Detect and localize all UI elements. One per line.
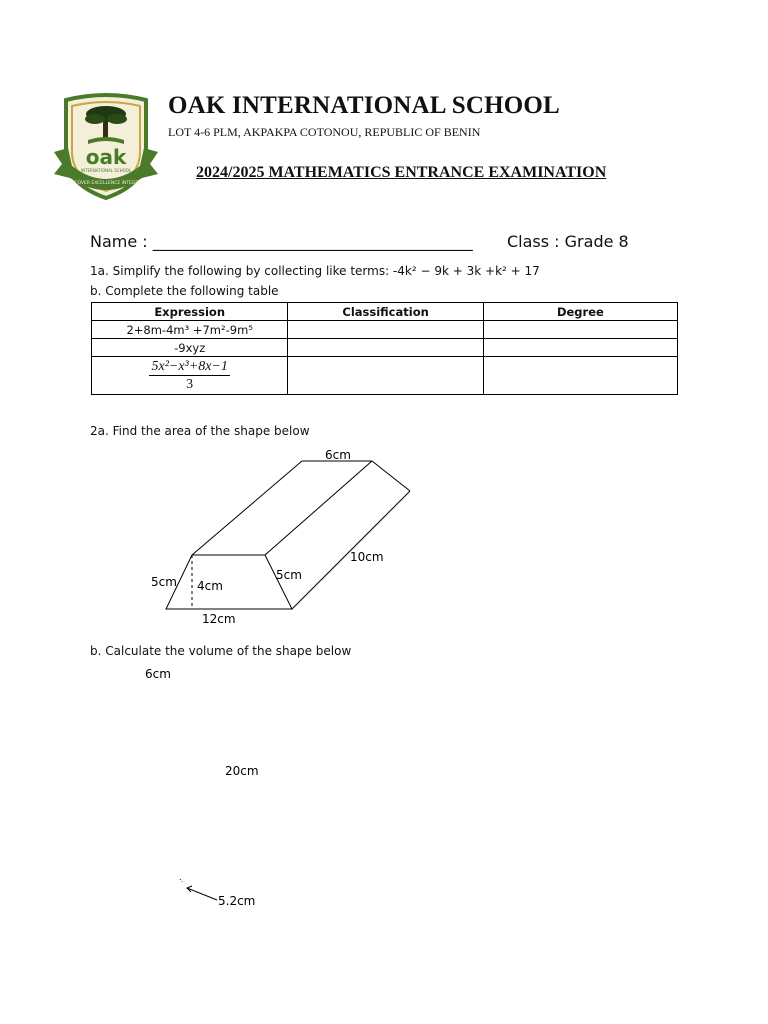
- volume-figure: [140, 664, 280, 914]
- header-expression: Expression: [92, 303, 288, 321]
- fraction-numerator: 5x²−x³+8x−1: [151, 359, 228, 374]
- class-label: Class : Grade 8: [507, 232, 629, 251]
- fraction-denominator: 3: [186, 377, 194, 392]
- question-2a: 2a. Find the area of the shape below: [90, 424, 310, 438]
- cell-classification[interactable]: [288, 321, 483, 339]
- table-header-row: [92, 303, 678, 321]
- svg-text:INTERNATIONAL SCHOOL: INTERNATIONAL SCHOOL: [80, 168, 132, 173]
- table-row: [92, 339, 678, 357]
- prism-edge: [372, 461, 410, 491]
- table-row: [92, 357, 678, 395]
- fraction: [149, 358, 229, 393]
- question-1b: b. Complete the following table: [90, 284, 279, 298]
- school-address: LOT 4-6 PLM, AKPAKPA COTONOU, REPUBLIC OF BENIN: [168, 125, 481, 139]
- label-top: 6cm: [145, 667, 171, 681]
- label-length: 20cm: [225, 764, 259, 778]
- label-height: 4cm: [197, 579, 223, 593]
- label-base: 12cm: [202, 612, 236, 626]
- exam-title: 2024/2025 MATHEMATICS ENTRANCE EXAMINATION: [196, 164, 607, 181]
- prism-front-face: [166, 555, 292, 609]
- expression-table: [91, 302, 678, 395]
- label-length: 10cm: [350, 550, 384, 564]
- label-side: 5.2cm: [218, 894, 256, 908]
- svg-text:oak: oak: [85, 145, 127, 169]
- cell-classification[interactable]: [288, 357, 483, 395]
- school-name: OAK INTERNATIONAL SCHOOL: [168, 92, 560, 119]
- cell-degree[interactable]: [483, 321, 677, 339]
- cell-degree[interactable]: [483, 357, 677, 395]
- name-field[interactable]: Name : ________________________________________: [90, 232, 473, 251]
- question-2b: b. Calculate the volume of the shape below: [90, 644, 352, 658]
- label-slant-right: 5cm: [276, 568, 302, 582]
- prism-edge: [192, 461, 302, 555]
- cell-classification[interactable]: [288, 339, 483, 357]
- label-top: 6cm: [325, 448, 351, 462]
- question-1a: 1a. Simplify the following by collecting like terms: -4k² − 9k + 3k +k² + 17: [90, 264, 540, 278]
- school-logo: [50, 92, 162, 202]
- header-degree: Degree: [483, 303, 677, 321]
- label-slant-left: 5cm: [151, 575, 177, 589]
- cell-expression: -9xyz: [92, 339, 288, 357]
- header-classification: Classification: [288, 303, 483, 321]
- cell-degree[interactable]: [483, 339, 677, 357]
- cell-expression: 2+8m-4m³ +7m²-9m⁵: [92, 321, 288, 339]
- svg-text:DISCOVER EXCELLENCE INTEGRIT: DISCOVER EXCELLENCE INTEGRITY: [66, 181, 146, 186]
- arrow-line: [187, 888, 217, 900]
- trapezoidal-prism-figure: [150, 445, 430, 630]
- prism-edge: [265, 461, 372, 555]
- cell-expression-fraction: [92, 357, 288, 395]
- table-row: [92, 321, 678, 339]
